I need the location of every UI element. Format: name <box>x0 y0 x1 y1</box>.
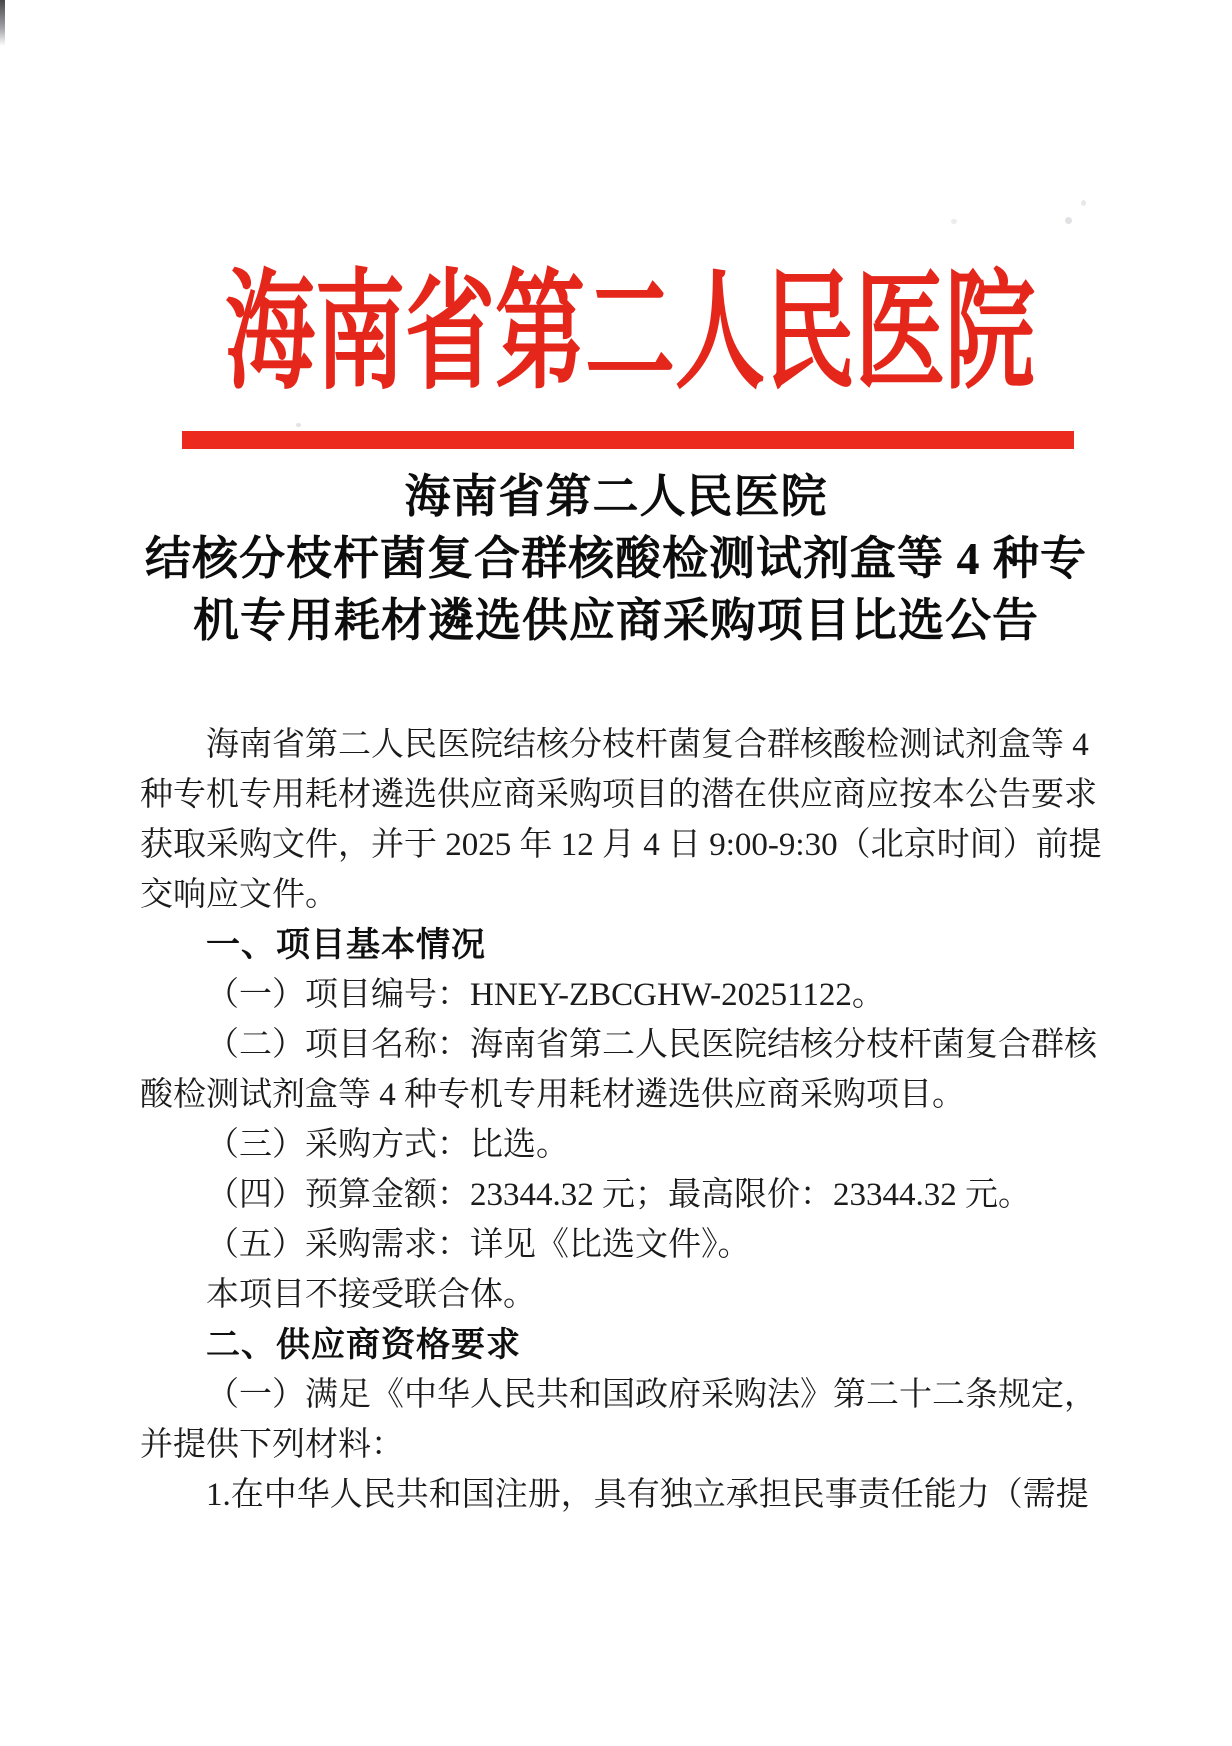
section2-item-registration-line: 1.在中华人民共和国注册，具有独立承担民事责任能力（需提 <box>206 1477 1089 1513</box>
announcement-title <box>0 466 1232 652</box>
section1-item-project-name-line: （二）项目名称：海南省第二人民医院结核分枝杆菌复合群核 <box>206 1027 1097 1063</box>
section2-item-qualification-line: 并提供下列材料： <box>140 1427 404 1463</box>
section1-item-procurement-method: （三）采购方式：比选。 <box>206 1127 569 1163</box>
intro-paragraph-line: 交响应文件。 <box>140 877 338 913</box>
document-body <box>140 720 1100 1520</box>
dust-speck <box>1081 200 1086 206</box>
announcement-title-line2: 结核分枝杆菌复合群核酸检测试剂盒等 4 种专 <box>145 533 1087 584</box>
masthead-underline-rule <box>182 431 1074 449</box>
section1-item-project-name-line: 酸检测试剂盒等 4 种专机专用耗材遴选供应商采购项目。 <box>140 1077 965 1113</box>
section1-heading: 一、项目基本情况 <box>206 926 486 964</box>
intro-paragraph-line: 种专机专用耗材遴选供应商采购项目的潜在供应商应按本公告要求 <box>140 777 1097 813</box>
dust-speck <box>951 219 957 224</box>
section1-item-budget: （四）预算金额：23344.32 元；最高限价：23344.32 元。 <box>206 1177 1031 1213</box>
intro-paragraph-line: 海南省第二人民医院结核分枝杆菌复合群核酸检测试剂盒等 4 <box>206 727 1089 763</box>
announcement-title-line1: 海南省第二人民医院 <box>404 471 828 522</box>
dust-speck <box>296 423 301 427</box>
dust-speck <box>1065 217 1072 224</box>
intro-paragraph-line: 获取采购文件，并于 2025 年 12 月 4 日 9:00-9:30（北京时间）前提 <box>140 827 1102 863</box>
section2-heading: 二、供应商资格要求 <box>206 1326 521 1364</box>
section1-item-project-number: （一）项目编号：HNEY-ZBCGHW-20251122。 <box>206 977 885 1013</box>
section1-item-requirements: （五）采购需求：详见《比选文件》。 <box>206 1227 751 1263</box>
scan-corner-artifact <box>0 0 5 46</box>
announcement-title-line3: 机专用耗材遴选供应商采购项目比选公告 <box>193 595 1039 646</box>
section1-note-no-consortium: 本项目不接受联合体。 <box>206 1277 536 1313</box>
section2-item-qualification-line: （一）满足《中华人民共和国政府采购法》第二十二条规定， <box>206 1377 1097 1413</box>
hospital-masthead-title: 海南省第二人民医院 <box>225 262 1035 406</box>
